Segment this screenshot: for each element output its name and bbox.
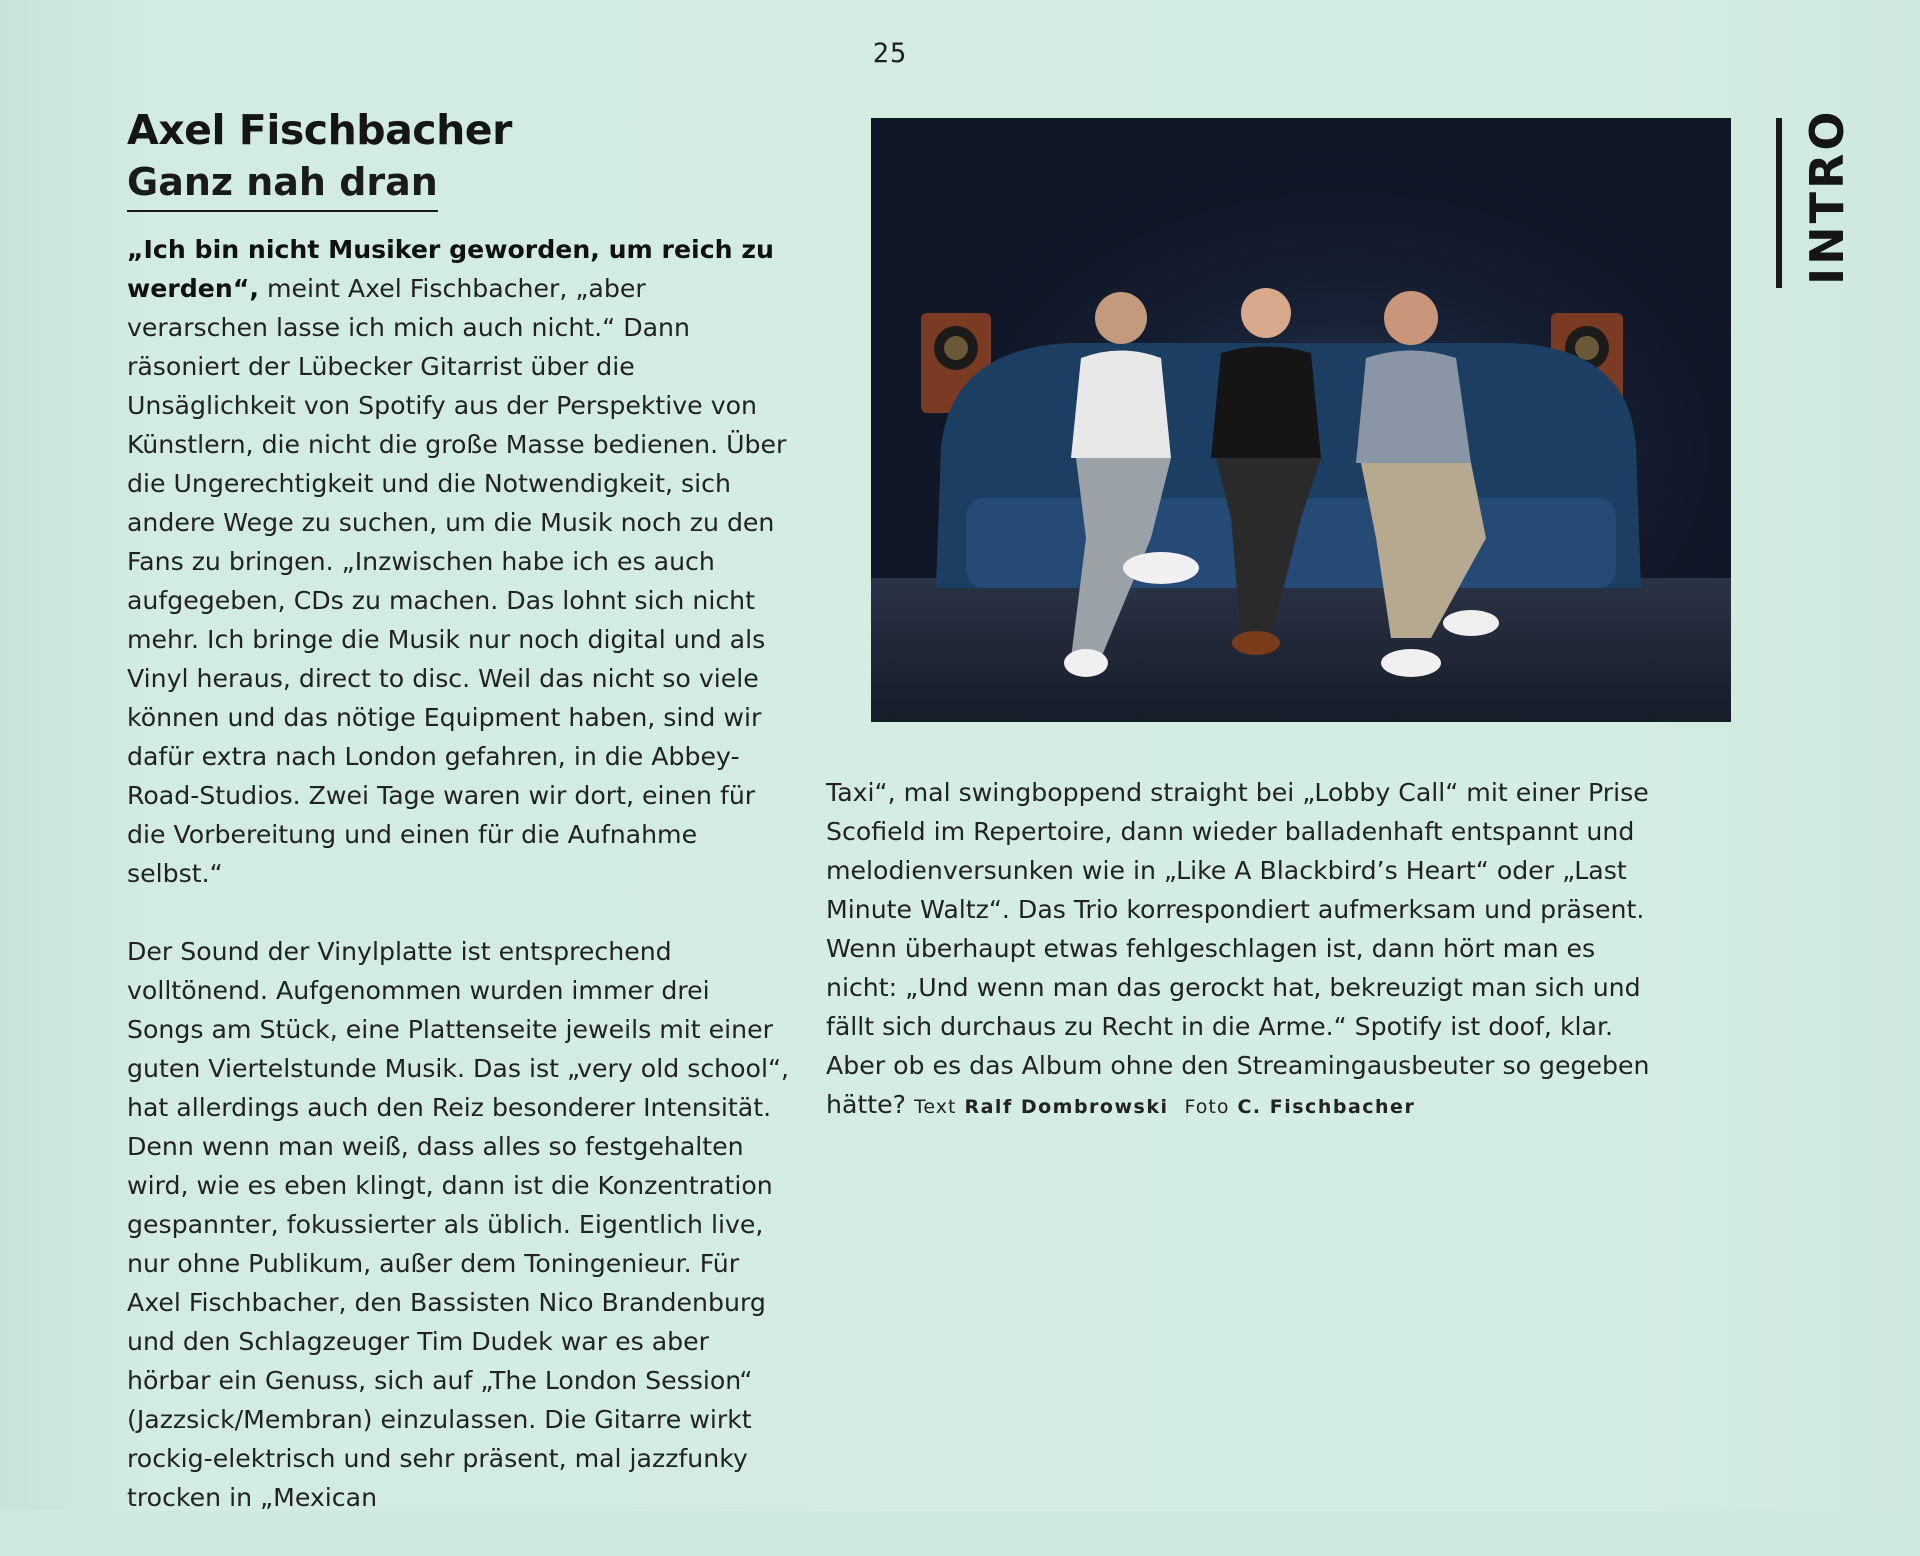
credit-author-name: Ralf Dombrowski: [964, 1096, 1169, 1118]
credit-photographer-name: C. Fischbacher: [1237, 1096, 1416, 1118]
article-headline: Axel Fischbacher: [127, 106, 512, 154]
article-column-left: [127, 230, 792, 1556]
credit-photo-label: Foto: [1184, 1096, 1230, 1118]
article-paragraph-2: Der Sound der Vinylplatte ist entsprechend volltönend. Aufgenommen wurden immer drei Songs am Stück, eine Plattenseite jeweils mit einer guten Viertelstunde Musik. Das ist „very old school“, hat allerdings auch den Reiz besonderer Intensität. Denn wenn man weiß, dass alles so festgehalten wird, wie es eben klingt, dann ist die Konzentration gespannter, fokussierter als üblich. Eigentlich live, nur ohne Publikum, außer dem Toningenieur. Für Axel Fischbacher, den Bassisten Nico Brandenburg und den Schlagzeuger Tim Dudek war es aber hörbar ein Genuss, sich auf „The London Session“ (Jazzsick/Membran) einzulassen. Die Gitarre wirkt rockig-elektrisch und sehr präsent, mal jazzfunky trocken in „Mexican: [127, 937, 790, 1512]
page-number: 25: [872, 38, 908, 69]
credit-text-label: Text: [914, 1096, 957, 1118]
section-tab-rule: [1776, 118, 1782, 288]
opening-quote: „Ich bin nicht Musiker geworden, um reich zu werden“,: [127, 235, 774, 303]
band-photo: [871, 118, 1731, 722]
article-paragraph-3: [826, 773, 1656, 1127]
band-photo-illustration: [871, 118, 1731, 722]
paragraph-1-text: meint Axel Fischbacher, „aber verarschen lasse ich mich auch nicht.“ Dann räsoniert der Lübecker Gitarrist über die Unsäglichkeit von Spotify aus der Perspektive von Künstlern, die nicht die große Masse bedienen. Über die Ungerechtigkeit und die Notwendigkeit, sich andere Wege zu suchen, um die Musik noch zu den Fans zu bringen. „Inzwischen habe ich es auch aufgegeben, CDs zu machen. Das lohnt sich nicht mehr. Ich bringe die Musik nur noch digital und als Vinyl heraus, direct to disc. Weil das nicht so viele können und das nötige Equipment haben, sind wir dafür extra nach London gefahren, in die Abbey-Road-Studios. Zwei Tage waren wir dort, einen für die Vorbereitung und einen für die Aufnahme selbst.“: [127, 274, 787, 888]
paragraph-3-text: Taxi“, mal swingboppend straight bei „Lobby Call“ mit einer Prise Scofield im Repertoire, dann wieder balladenhaft entspannt und melodienversunken wie in „Like A Blackbird’s Heart“ oder „Last Minute Waltz“. Das Trio korrespondiert aufmerksam und präsent. Wenn überhaupt etwas fehlgeschlagen ist, dann hört man es nicht: „Und wenn man das gerockt hat, bekreuzigt man sich und fällt sich durchaus zu Recht in die Arme.“ Spotify ist doof, klar. Aber ob es das Album ohne den Streamingausbeuter so gegeben hätte?: [826, 778, 1650, 1119]
section-label: INTRO: [1800, 108, 1854, 285]
article-column-right: [826, 773, 1656, 1127]
article-paragraph-1: [127, 230, 792, 893]
article-subheadline: Ganz nah dran: [127, 160, 438, 212]
